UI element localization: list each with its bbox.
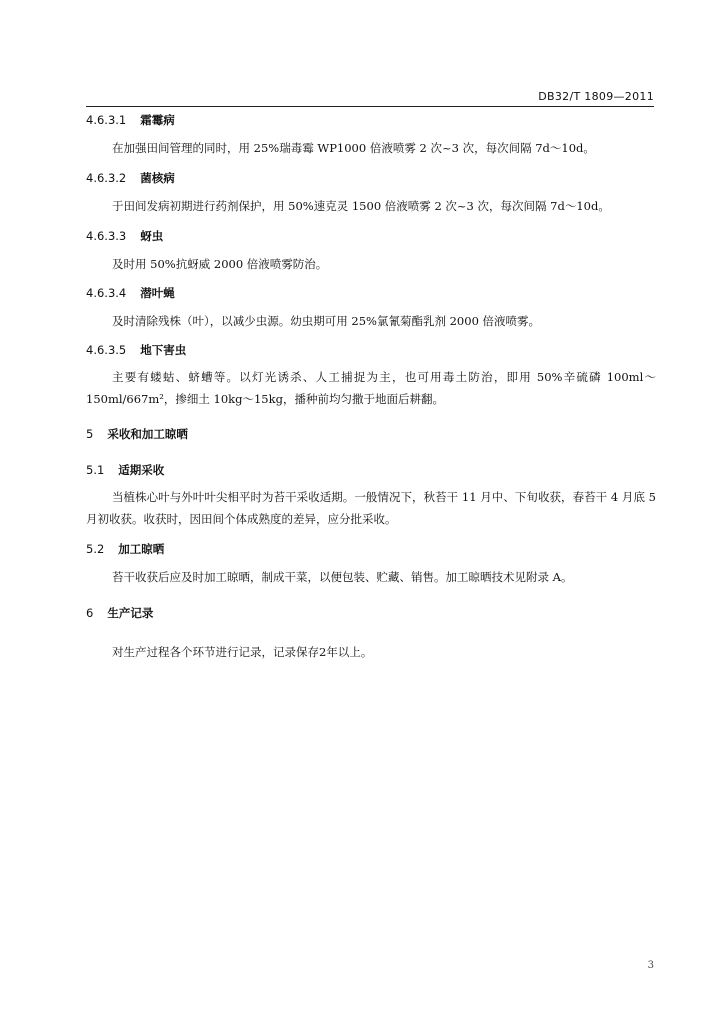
section-number: 5.1 bbox=[86, 463, 105, 477]
section-title: 潜叶蝇 bbox=[140, 286, 175, 300]
section-number: 4.6.3.4 bbox=[86, 286, 127, 300]
section-title: 适期采收 bbox=[118, 463, 165, 477]
section-number: 5.2 bbox=[86, 542, 105, 556]
section-paragraph-5-1: 当植株心叶与外叶叶尖相平时为苔干采收适期。一般情况下，秋苔干 11 月中、下旬收获，春苔干 4 月底 5 月初收获。收获时，因田间个体成熟度的差异，应分批采收。 bbox=[86, 490, 656, 526]
section-paragraph-5-2: 苔干收获后应及时加工晾晒，制成干菜，以便包装、贮藏、销售。加工晾晒技术见附录 A。 bbox=[112, 570, 573, 584]
section-number: 6 bbox=[86, 606, 94, 620]
section-number: 4.6.3.3 bbox=[86, 229, 127, 243]
section-paragraph-6: 对生产过程各个环节进行记录，记录保存2年以上。 bbox=[112, 645, 373, 659]
section-number: 5 bbox=[86, 427, 94, 441]
section-heading-4-6-3-5 bbox=[86, 342, 186, 358]
header-rule bbox=[86, 106, 654, 107]
section-heading-5-2 bbox=[86, 541, 164, 557]
document-code: DB32/T 1809—2011 bbox=[538, 90, 654, 103]
section-title: 采收和加工晾晒 bbox=[107, 427, 188, 441]
section-heading-4-6-3-2 bbox=[86, 170, 175, 186]
page-number: 3 bbox=[647, 960, 654, 971]
section-heading-5-1 bbox=[86, 462, 164, 478]
section-title: 加工晾晒 bbox=[118, 542, 165, 556]
section-heading-4-6-3-4 bbox=[86, 285, 175, 301]
section-title: 霜霉病 bbox=[140, 113, 175, 127]
section-number: 4.6.3.2 bbox=[86, 171, 127, 185]
section-title: 蚜虫 bbox=[140, 229, 164, 243]
section-paragraph-4-6-3-4: 及时清除残株（叶），以减少虫源。幼虫期可用 25%氯氰菊酯乳剂 2000 倍液喷雾。 bbox=[112, 314, 541, 328]
section-number: 4.6.3.5 bbox=[86, 343, 127, 357]
section-heading-4-6-3-3 bbox=[86, 228, 163, 244]
section-heading-6 bbox=[86, 605, 153, 621]
section-paragraph-4-6-3-1: 在加强田间管理的同时，用 25%瑞毒霉 WP1000 倍液喷雾 2 次~3 次，每次间隔 7d～10d。 bbox=[112, 141, 595, 155]
section-title: 菌核病 bbox=[140, 171, 175, 185]
section-title: 地下害虫 bbox=[140, 343, 187, 357]
section-heading-4-6-3-1 bbox=[86, 112, 175, 128]
section-number: 4.6.3.1 bbox=[86, 113, 127, 127]
section-paragraph-4-6-3-3: 及时用 50%抗蚜威 2000 倍液喷雾防治。 bbox=[112, 257, 328, 271]
section-heading-5 bbox=[86, 426, 188, 442]
section-paragraph-4-6-3-2: 于田间发病初期进行药剂保护，用 50%速克灵 1500 倍液喷雾 2 次~3 次，每次间隔 7d～10d。 bbox=[112, 199, 610, 213]
section-paragraph-4-6-3-5: 主要有蝼蛄、蛴螬等。以灯光诱杀、人工捕捉为主，也可用毒土防治，即用 50%辛硫磷 100ml～150ml/667m²，掺细土 10kg～15kg，播种前均匀撒于地面后耕翻。 bbox=[86, 370, 656, 406]
section-title: 生产记录 bbox=[107, 606, 154, 620]
